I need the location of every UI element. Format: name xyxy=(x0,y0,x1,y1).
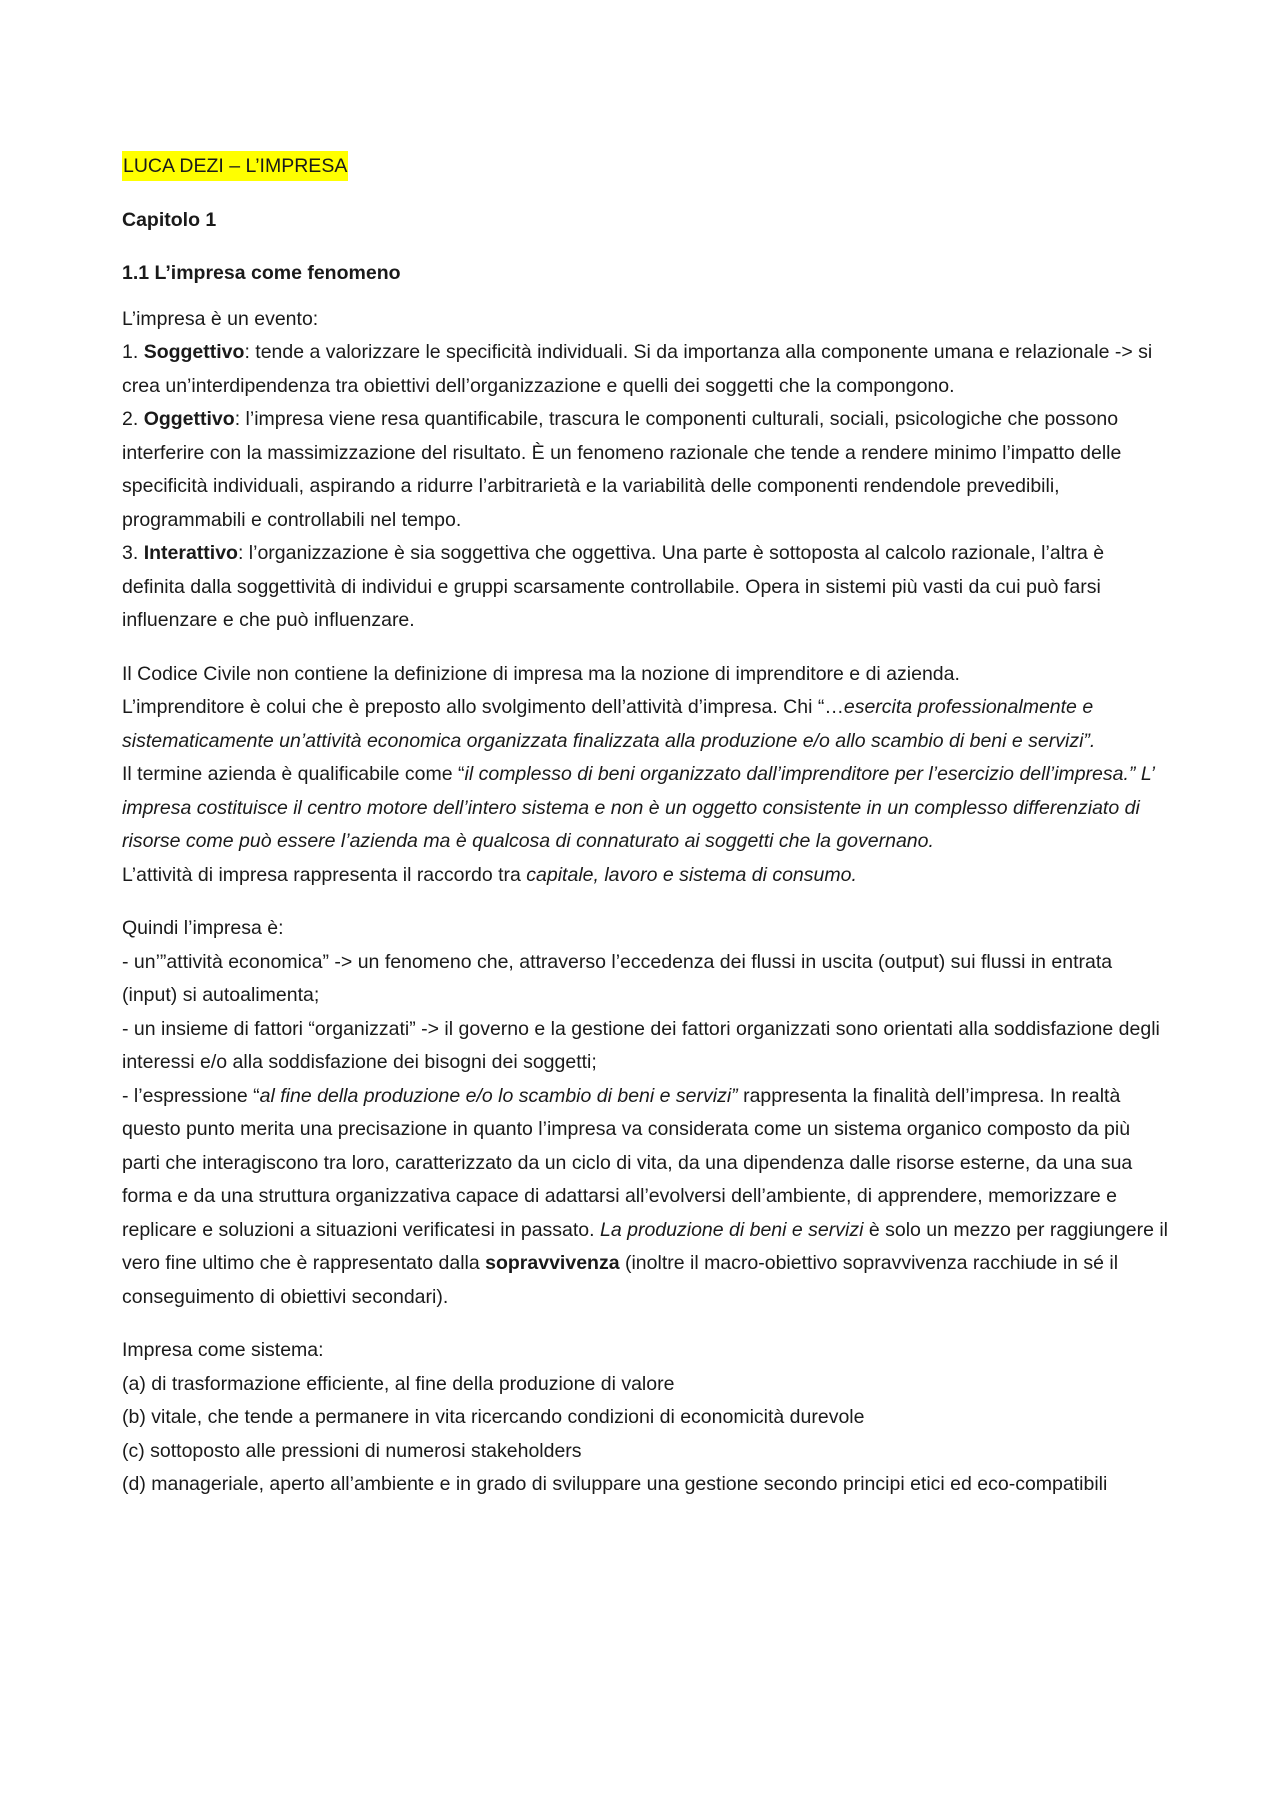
civil-code-block xyxy=(122,658,1172,893)
impresa-definition-block xyxy=(122,912,1172,1314)
item-text: : l’organizzazione è sia soggettiva che oggettiva. Una parte è sottoposta al calcolo razionale, l’altra è definita dalla soggettività di individui e gruppi scarsamente controllabile. Opera in sistemi più vasti da cui può farsi influenzare e che può influenzare. xyxy=(122,542,1105,631)
text-run: L’attività di impresa rappresenta il raccordo tra xyxy=(122,863,527,886)
chapter-heading: Capitolo 1 xyxy=(122,208,217,231)
civil-code-paragraph: Il Codice Civile non contiene la definizione di impresa ma la nozione di imprenditore e di azienda. xyxy=(122,662,960,685)
system-intro: Impresa come sistema: xyxy=(122,1339,324,1361)
text-run: è solo un mezzo per raggiungere il vero fine ultimo che è rappresentato dalla xyxy=(122,1218,1169,1274)
italic-text: La produzione di beni e servizi xyxy=(600,1218,864,1241)
definition-intro: Quindi l’impresa è: xyxy=(122,917,284,939)
system-item-b: (b) vitale, che tende a permanere in vita ricercando condizioni di economicità durevole xyxy=(122,1406,865,1428)
system-item-a: (a) di trasformazione efficiente, al fine della produzione di valore xyxy=(122,1372,675,1395)
system-item-c: (c) sottoposto alle pressioni di numerosi stakeholders xyxy=(122,1439,582,1462)
definition-item xyxy=(122,1080,1172,1315)
system-item-d: (d) manageriale, aperto all’ambiente e in grado di sviluppare una gestione secondo principi etici ed eco-compatibili xyxy=(122,1473,1108,1495)
document-title: LUCA DEZI – L’IMPRESA xyxy=(122,151,348,181)
item-number: 2. xyxy=(122,408,144,430)
text-run: Il termine azienda è qualificabile come “ xyxy=(122,763,465,785)
event-type-item-interattivo xyxy=(122,537,1172,638)
item-text: : tende a valorizzare le specificità individuali. Si da importanza alla componente umana e relazionale -> si crea un’interdipendenza tra obiettivi dell’organizzazione e quelli dei soggetti che la compongono. xyxy=(122,341,1153,397)
definition-item: - un’”attività economica” -> un fenomeno che, attraverso l’eccedenza dei flussi in uscita (output) sui flussi in entrata (input) si autoalimenta; xyxy=(122,950,1113,1006)
text-run: - l’espressione “ xyxy=(122,1084,260,1107)
item-text: : l’impresa viene resa quantificabile, trascura le componenti culturali, sociali, psicologiche che possono interferire con la massimizzazione del risultato. È un fenomeno razionale che tende a rendere minimo l’impatto delle specificità individuali, aspirando a ridurre l’arbitrarietà e la variabilità delle componenti rendendole prevedibili, programmabili e controllabili nel tempo. xyxy=(122,408,1122,531)
event-types-intro: L’impresa è un evento: xyxy=(122,307,319,330)
document-page xyxy=(122,150,1172,1502)
entrepreneur-paragraph xyxy=(122,691,1172,758)
azienda-paragraph xyxy=(122,758,1172,859)
italic-quote: il complesso di beni organizzato dall’imprenditore per l’esercizio dell’impresa.” L’ impresa costituisce il centro motore dell’intero sistema e non è un oggetto consistente in un complesso differenziato di risorse come può essere l’azienda ma è qualcosa di connaturato ai soggetti che la governano. xyxy=(122,763,1154,852)
definition-item: - un insieme di fattori “organizzati” -> il governo e la gestione dei fattori organizzati sono orientati alla soddisfazione degli interessi e/o alla soddisfazione dei bisogni dei soggetti; xyxy=(122,1017,1160,1073)
event-type-item-oggettivo xyxy=(122,403,1172,537)
event-types-block xyxy=(122,303,1172,638)
text-run: rappresenta la finalità dell’impresa. In realtà questo punto merita una precisazione in quanto l’impresa va considerata come un sistema organico composto da più parti che interagiscono tra loro, caratterizzato da un ciclo di vita, da una dipendenza dalle risorse esterne, da una sua forma e da una struttura organizzativa capace di adattarsi all’evolversi dell’ambiente, di apprendere, memorizzare e replicare e soluzioni a situazioni verificatesi in passato. xyxy=(122,1084,1133,1241)
item-number: 1. xyxy=(122,341,144,363)
italic-quote: esercita professionalmente e sistematicamente un’attività economica organizzata finalizzata alla produzione e/o allo scambio di beni e servizi”. xyxy=(122,696,1096,752)
item-term: Oggettivo xyxy=(143,408,235,430)
section-heading: 1.1 L’impresa come fenomeno xyxy=(122,262,401,284)
italic-text: capitale, lavoro e sistema di consumo. xyxy=(526,863,857,886)
text-run: (inoltre il macro-obiettivo sopravvivenza racchiude in sé il conseguimento di obiettivi secondari). xyxy=(122,1252,1119,1308)
item-number: 3. xyxy=(122,542,144,564)
italic-text: al fine della produzione e/o lo scambio di beni e servizi” xyxy=(259,1084,738,1107)
item-term: Interattivo xyxy=(143,542,238,564)
item-term: Soggettivo xyxy=(143,341,245,363)
bold-text: sopravvivenza xyxy=(485,1252,620,1274)
event-type-item-soggettivo xyxy=(122,336,1172,403)
system-block xyxy=(122,1334,1172,1502)
activity-paragraph xyxy=(122,859,1172,893)
text-run: L’imprenditore è colui che è preposto allo svolgimento dell’attività d’impresa. Chi “… xyxy=(122,696,844,718)
